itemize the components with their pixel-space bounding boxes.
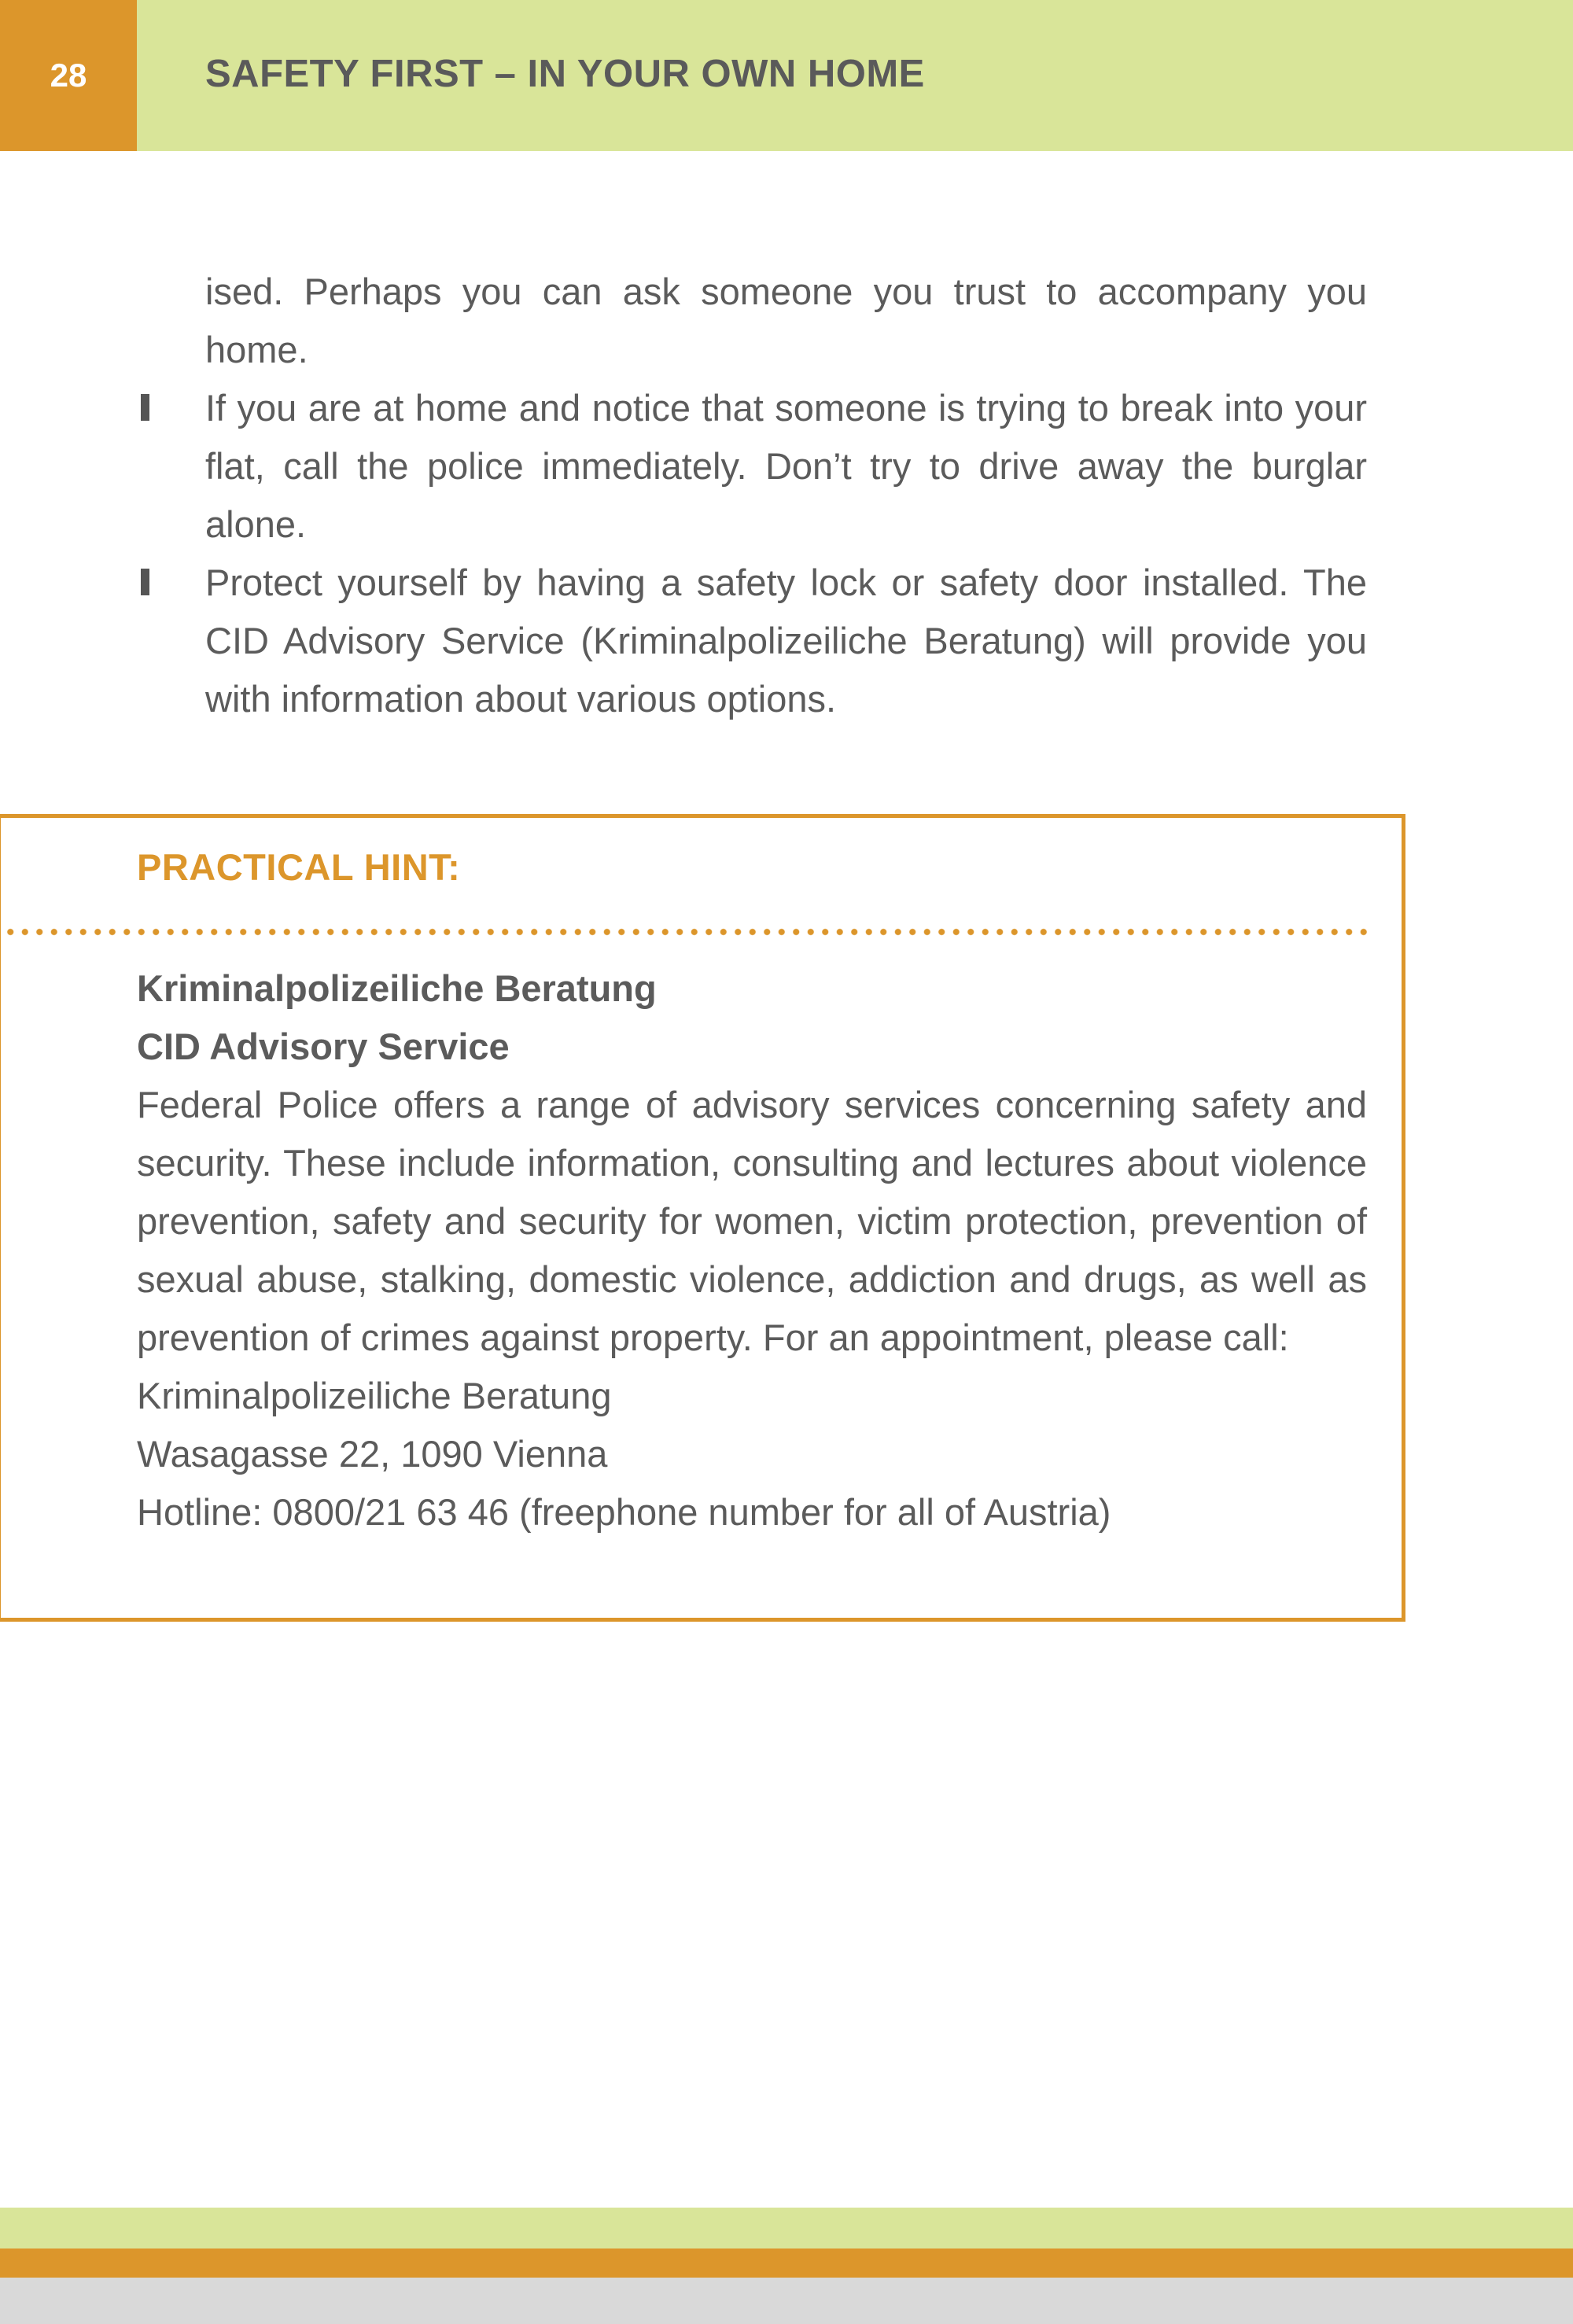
bullet-marker-icon (141, 569, 149, 595)
body-text (137, 263, 1367, 728)
hotline: Hotline: 0800/21 63 46 (freephone number for all of Austria) (137, 1491, 1111, 1533)
bullet-item (137, 379, 1367, 554)
practical-hint-content (137, 959, 1367, 1541)
bullet-text: If you are at home and notice that someone is trying to break into your flat, call the police immediately. Don’t try to drive away the burglar alone. (205, 387, 1367, 545)
bullet-marker-icon (141, 394, 149, 421)
section-title: SAFETY FIRST – IN YOUR OWN HOME (205, 53, 925, 95)
hint-heading-german: Kriminalpolizeiliche Beratung (137, 967, 657, 1009)
hint-description: Federal Police offers a range of advisory services concerning safety and security. These include information, consulting and lectures about violence prevention, safety and security for women, victim protection, prevention of sexual abuse, stalking, domestic violence, addiction and drugs, as well as prevention of crimes against property. For an appointment, please call: (137, 1084, 1367, 1358)
bullet-item (137, 554, 1367, 728)
address-name: Kriminalpolizeiliche Beratung (137, 1375, 612, 1416)
bullet-text: Protect yourself by having a safety lock or safety door installed. The CID Advisory Service (Kriminalpolizeiliche Beratung) will provide you with information about various options. (205, 562, 1367, 720)
page-number: 28 (0, 0, 137, 151)
footer-green-band (0, 2208, 1573, 2248)
address-street: Wasagasse 22, 1090 Vienna (137, 1433, 608, 1475)
hint-heading-english: CID Advisory Service (137, 1026, 510, 1067)
continuation-paragraph: ised. Perhaps you can ask someone you trust to accompany you home. (205, 271, 1367, 370)
footer-gray-band (0, 2278, 1573, 2324)
footer-orange-band (0, 2248, 1573, 2278)
practical-hint-label: PRACTICAL HINT: (137, 846, 461, 888)
dotted-divider (3, 928, 1369, 936)
